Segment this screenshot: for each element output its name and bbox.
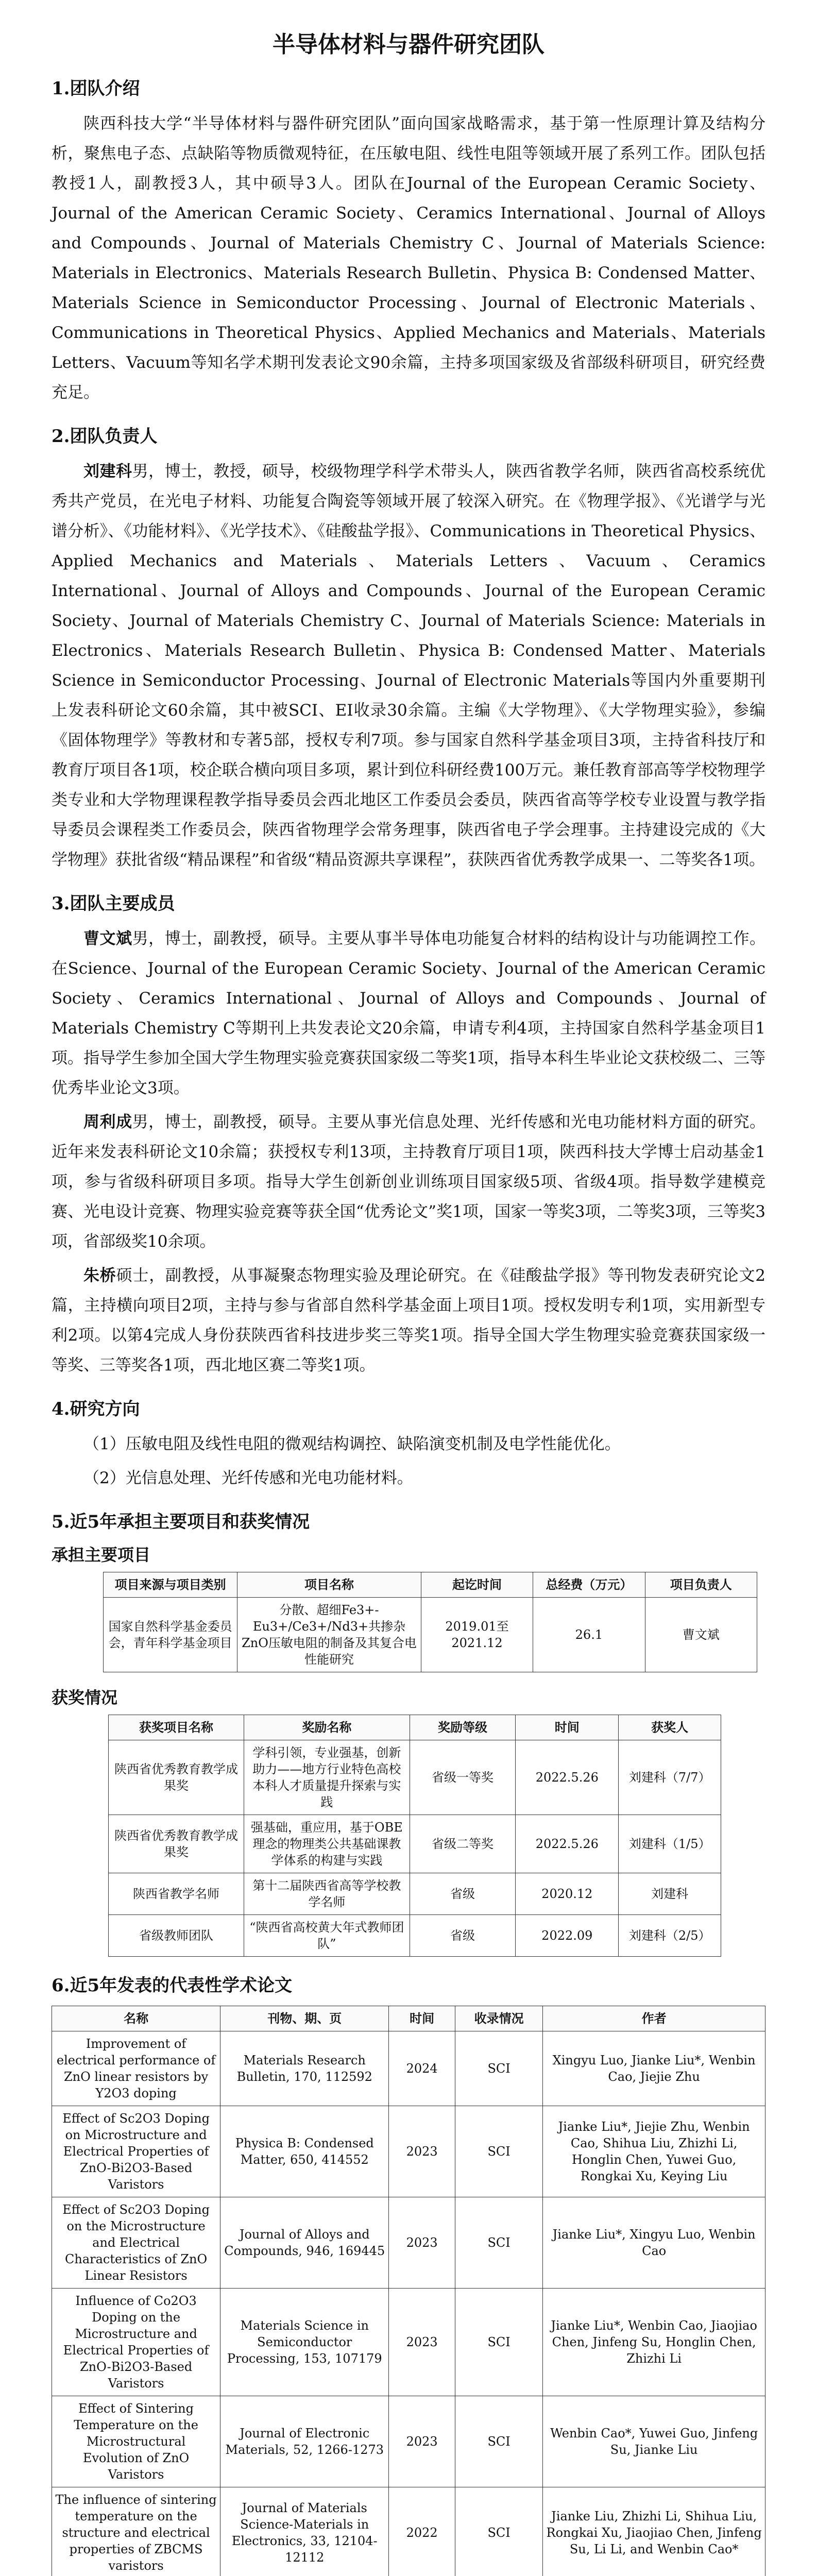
table-cell: 2022.5.26 [516,1815,619,1873]
member-bio: 男，博士，副教授，硕导。主要从事光信息处理、光纤传感和光电功能材料方面的研究。近年来发表科研论文10余篇；获授权专利13项，主持教育厅项目1项，陕西科技大学博士启动基金1项，参与省级科研项目多项。指导大学生创新创业训练项目国家级5项、省级4项。指导数学建模竞赛、光电设计竞赛、物理实验竞赛等获全国“优秀论文”奖1项，国家一等奖3项，二等奖3项，三等奖3项，省部级奖10余项。 [52,1113,766,1251]
table-row [109,1915,721,1957]
table-cell: 刘建科（1/5） [619,1815,721,1873]
table-header-cell: 总经费（万元） [533,1572,645,1598]
table-cell: Effect of Sc2O3 Doping on Microstructure and Electrical Properties of ZnO-Bi2O3-Based Varistors [52,2106,220,2197]
table-cell: Effect of Sintering Temperature on the Microstructural Evolution of ZnO Varistors [52,2396,220,2487]
member-bio: 男，博士，副教授，硕导。主要从事半导体电功能复合材料的结构设计与功能调控工作。在Science、Journal of the European Ceramic Society、Journal of the American Ceramic Society、Ceramics International、Journal of Alloys and Compounds、Journal of Materials Chemistry C等期刊上共发表论文20余篇，申请专利4项，主持国家自然科学基金项目1项。指导学生参加全国大学生物理实验竞赛获国家级二等奖1项，指导本科生毕业论文获校级二、三等优秀毕业论文3项。 [52,929,766,1097]
table-row [109,1815,721,1873]
table-header-cell: 作者 [543,2006,765,2031]
table-header-cell: 起讫时间 [421,1572,533,1598]
table-cell: Jianke Liu*, Jiejie Zhu, Wenbin Cao, Shihua Liu, Zhizhi Li, Honglin Chen, Yuwei Guo, Rongkai Xu, Keying Liu [543,2106,765,2197]
table-cell: Journal of Electronic Materials, 52, 1266-1273 [220,2396,389,2487]
table-cell: 省级 [410,1873,516,1915]
table-row [52,2197,765,2289]
leader-bio: 男，博士，教授，硕导，校级物理学科学术带头人，陕西省教学名师，陕西省高校系统优秀共产党员，在光电子材料、功能复合陶瓷等领域开展了较深入研究。在《物理学报》、《光谱学与光谱分析》、《功能材料》、《光学技术》、《硅酸盐学报》、Communications in Theoretical Physics、Applied Mechanics and Materials、Materials Letters、Vacuum、Ceramics International、Journal of Alloys and Compounds、Journal of the European Ceramic Society、Journal of Materials Chemistry C、Journal of Materials Science: Materials in Electronics、Materials Research Bulletin、Physica B: Condensed Matter、Materials Science in Semiconductor Processing、Journal of Electronic Materials等国内外重要期刊上发表科研论文60余篇，其中被SCI、EI收录30余篇。主编《大学物理》、《大学物理实验》，参编《固体物理学》等教材和专著5部，授权专利7项。参与国家自然科学基金项目3项，主持省科技厅和教育厅项目各1项，校企联合横向项目多项，累计到位科研经费100万元。兼任教育部高等学校物理学类专业和大学物理课程教学指导委员会西北地区工作委员会委员，陕西省高等学校专业设置与教学指导委员会课程类工作委员会，陕西省物理学会常务理事，陕西省电子学会理事。主持建设完成的《大学物理》获批省级“精品课程”和省级“精品资源共享课程”，获陕西省优秀教学成果一、二等奖各1项。 [52,462,766,869]
direction-heading: 4.研究方向 [52,1399,140,1419]
table-cell: Effect of Sc2O3 Doping on the Microstructure and Electrical Characteristics of ZnO Linear Resistors [52,2197,220,2289]
table-cell: Jianke Liu*, Xingyu Luo, Wenbin Cao [543,2197,765,2289]
table-cell: SCI [455,2031,542,2106]
table-row [52,2396,765,2487]
projects-table [103,1572,757,1672]
member-paragraph [52,924,765,1103]
table-cell: 学科引领，专业强基，创新助力——地方行业特色高校本科人才质量提升探索与实践 [244,1740,410,1815]
table-cell: 陕西省优秀教育教学成果奖 [109,1815,244,1873]
table-cell: 陕西省优秀教育教学成果奖 [109,1740,244,1815]
direction-item: （2）光信息处理、光纤传感和光电功能材料。 [83,1469,413,1487]
table-cell: 分散、超细Fe3+-Eu3+/Ce3+/Nd3+共掺杂ZnO压敏电阻的制备及其复合电性能研究 [237,1598,421,1672]
table-cell: 陕西省教学名师 [109,1873,244,1915]
table-cell: 26.1 [533,1598,645,1672]
table-header-cell: 获奖人 [619,1715,721,1740]
table-cell: 第十二届陕西省高等学校教学名师 [244,1873,410,1915]
table-header-cell: 获奖项目名称 [109,1715,244,1740]
papers-table [52,2006,765,2576]
table-cell: SCI [455,2106,542,2197]
document-title: 半导体材料与器件研究团队 [273,31,544,58]
projects-subheading: 承担主要项目 [52,1545,151,1565]
table-cell: Xingyu Luo, Jianke Liu*, Wenbin Cao, Jiejie Zhu [543,2031,765,2106]
table-cell: 刘建科 [619,1873,721,1915]
table-cell: Influence of Co2O3 Doping on the Microstructure and Electrical Properties of ZnO-Bi2O3-Based Varistors [52,2289,220,2396]
member-name: 周利成 [83,1113,132,1131]
table-cell: 2022.09 [516,1915,619,1957]
table-cell: 刘建科（7/7） [619,1740,721,1815]
table-cell: 省级一等奖 [410,1740,516,1815]
table-row [104,1598,757,1672]
table-row [52,2106,765,2197]
table-cell: 2024 [389,2031,455,2106]
table-header-cell: 刊物、期、页 [220,2006,389,2031]
achievements-heading: 5.近5年承担主要项目和获奖情况 [52,1512,310,1532]
table-row [52,2031,765,2106]
table-row [52,2487,765,2576]
table-header-row [52,2006,765,2031]
table-cell: 省级教师团队 [109,1915,244,1957]
intro-paragraph: 陕西科技大学“半导体材料与器件研究团队”面向国家战略需求，基于第一性原理计算及结构分析，聚焦电子态、点缺陷等物质微观特征，在压敏电阻、线性电阻等领域开展了系列工作。团队包括教授1人，副教授3人，其中硕导3人。团队在Journal of the European Ceramic Society、Journal of the American Ceramic Society、Ceramics International、Journal of Alloys and Compounds、Journal of Materials Chemistry C、Journal of Materials Science: Materials in Electronics、Materials Research Bulletin、Physica B: Condensed Matter、Materials Science in Semiconductor Processing、Journal of Electronic Materials、Communications in Theoretical Physics、Applied Mechanics and Materials、Materials Letters、Vacuum等知名学术期刊发表论文90余篇，主持多项国家级及省部级科研项目，研究经费充足。 [52,114,765,402]
member-paragraph [52,1261,765,1380]
table-cell: SCI [455,2396,542,2487]
table-cell: 2019.01至2021.12 [421,1598,533,1672]
table-row [52,2289,765,2396]
table-cell: Physica B: Condensed Matter, 650, 414552 [220,2106,389,2197]
table-header-cell: 时间 [389,2006,455,2031]
table-header-cell: 时间 [516,1715,619,1740]
table-cell: Journal of Materials Science-Materials in Electronics, 33, 12104-12112 [220,2487,389,2576]
table-cell: Materials Science in Semiconductor Processing, 153, 107179 [220,2289,389,2396]
table-cell: 2023 [389,2396,455,2487]
table-cell: Journal of Alloys and Compounds, 946, 169445 [220,2197,389,2289]
table-cell: 曹文斌 [645,1598,757,1672]
member-name: 曹文斌 [83,929,132,948]
table-cell: 省级二等奖 [410,1815,516,1873]
papers-heading: 6.近5年发表的代表性学术论文 [52,1975,293,1996]
table-header-cell: 项目来源与项目类别 [104,1572,237,1598]
table-cell: SCI [455,2197,542,2289]
member-bio: 硕士，副教授，从事凝聚态物理实验及理论研究。在《硅酸盐学报》等刊物发表研究论文2篇，主持横向项目2项，主持与参与省部自然科学基金面上项目1项。授权发明专利1项，实用新型专利2项。以第4完成人身份获陕西省科技进步奖三等奖1项。指导全国大学生物理实验竞赛获国家级一等奖、三等奖各1项，西北地区赛二等奖1项。 [52,1266,765,1375]
table-row [109,1740,721,1815]
table-header-row [109,1715,721,1740]
table-cell: Jianke Liu, Zhizhi Li, Shihua Liu, Rongkai Xu, Jiaojiao Chen, Jinfeng Su, Li Li, and Wenbin Cao* [543,2487,765,2576]
table-cell: 2022.5.26 [516,1740,619,1815]
table-cell: SCI [455,2487,542,2576]
leader-heading: 2.团队负责人 [52,426,158,447]
members-heading: 3.团队主要成员 [52,893,175,914]
table-cell: SCI [455,2289,542,2396]
table-row [109,1873,721,1915]
leader-paragraph [52,456,765,875]
table-cell: The influence of sintering temperature on the structure and electrical properties of ZBCMS varistors [52,2487,220,2576]
member-name: 朱桥 [83,1266,116,1285]
table-cell: 国家自然科学基金委员会，青年科学基金项目 [104,1598,237,1672]
table-cell: 2023 [389,2197,455,2289]
leader-name: 刘建科 [83,462,132,481]
table-cell: Jianke Liu*, Wenbin Cao, Jiaojiao Chen, Jinfeng Su, Honglin Chen, Zhizhi Li [543,2289,765,2396]
table-cell: 强基础，重应用，基于OBE理念的物理类公共基础课教学体系的构建与实践 [244,1815,410,1873]
table-cell: 刘建科（2/5） [619,1915,721,1957]
table-header-row [104,1572,757,1598]
table-cell: Materials Research Bulletin, 170, 112592 [220,2031,389,2106]
table-cell: 省级 [410,1915,516,1957]
direction-item: （1）压敏电阻及线性电阻的微观结构调控、缺陷演变机制及电学性能优化。 [83,1435,621,1453]
table-cell: “陕西省高校黄大年式教师团队” [244,1915,410,1957]
table-cell: 2023 [389,2289,455,2396]
awards-subheading: 获奖情况 [52,1688,118,1707]
table-header-cell: 奖励名称 [244,1715,410,1740]
awards-table [108,1715,721,1957]
member-paragraph [52,1107,765,1257]
table-cell: 2022 [389,2487,455,2576]
table-header-cell: 收录情况 [455,2006,542,2031]
table-header-cell: 奖励等级 [410,1715,516,1740]
table-cell: 2020.12 [516,1873,619,1915]
table-cell: Wenbin Cao*, Yuwei Guo, Jinfeng Su, Jianke Liu [543,2396,765,2487]
table-cell: 2023 [389,2106,455,2197]
table-header-cell: 项目负责人 [645,1572,757,1598]
table-header-cell: 名称 [52,2006,220,2031]
intro-heading: 1.团队介绍 [52,78,140,99]
table-cell: Improvement of electrical performance of ZnO linear resistors by Y2O3 doping [52,2031,220,2106]
table-header-cell: 项目名称 [237,1572,421,1598]
